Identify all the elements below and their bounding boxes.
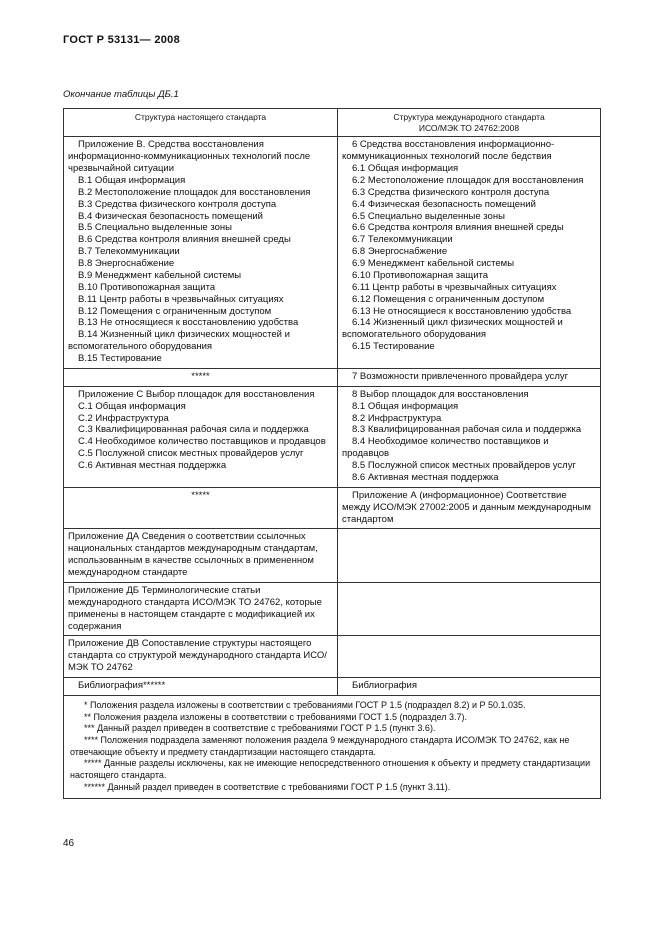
footnote: ***** Данные разделы исключены, как не имеющие непосредственного отношения к объекту и предмету стандартизации настоящего стандарта. xyxy=(70,758,591,780)
cell-paragraph: В.3 Средства физического контроля доступа xyxy=(78,198,277,210)
cell-paragraph: 8.6 Активная местная поддержка xyxy=(352,471,499,483)
cell-paragraph: С.3 Квалифицированная рабочая сила и поддержка xyxy=(78,424,309,436)
table-cell-left xyxy=(64,529,338,583)
table-cell-right xyxy=(338,487,601,529)
table-cell-right xyxy=(338,368,601,386)
footnote: **** Положения подраздела заменяют положения раздела 9 международного стандарта ИСО/МЭК ТО 24762, как не отвечающие объекту и предмету стандартизации настоящего стандарта. xyxy=(70,734,570,757)
doc-number: ГОСТ Р 53131— 2008 xyxy=(63,34,181,46)
cell-paragraph: 8.1 Общая информация xyxy=(352,400,459,412)
footnote: ** Положения раздела изложены в соответствии с требованиями ГОСТ 1.5 (подраздел 3.7). xyxy=(84,711,467,722)
document-page xyxy=(63,34,600,799)
cell-paragraph: Приложение А (информационное) Соответствие между ИСО/МЭК 27002:2005 и данным международным стандартом xyxy=(342,489,591,525)
table-cell-right xyxy=(338,529,601,583)
cell-paragraph: 8.2 Инфраструктура xyxy=(352,412,442,424)
table-cell-left xyxy=(64,368,338,386)
cell-paragraph: В.10 Противопожарная защита xyxy=(78,281,216,293)
table-cell-left xyxy=(64,636,338,678)
cell-paragraph: 6.5 Специально выделенные зоны xyxy=(352,210,505,222)
cell-paragraph: 6.4 Физическая безопасность помещений xyxy=(352,198,536,210)
column-header-international-line2: ИСО/МЭК ТО 24762:2008 xyxy=(418,122,520,133)
table-cell-right xyxy=(338,386,601,487)
table-cell-right xyxy=(338,678,601,696)
cell-paragraph: 6.14 Жизненный цикл физических мощностей и вспомогательного оборудования xyxy=(342,317,563,341)
cell-paragraph: 6 Средства восстановления информационно-коммуникационных технологий после бедствия xyxy=(342,139,555,163)
comparison-table xyxy=(63,108,601,799)
table-row xyxy=(64,636,601,678)
cell-paragraph: С.4 Необходимое количество поставщиков и продавцов xyxy=(78,436,326,448)
cell-paragraph: 6.2 Местоположение площадок для восстановления xyxy=(352,174,584,186)
cell-paragraph: Приложение В. Средства восстановления информационно-коммуникационных технологий после чрезвычайной ситуации xyxy=(68,139,311,174)
cell-paragraph: В.2 Местоположение площадок для восстановления xyxy=(78,186,311,198)
footnote: ****** Данный раздел приведен в соответствие с требованиями ГОСТ Р 1.5 (пункт 3.11). xyxy=(84,781,451,792)
cell-paragraph: 8.5 Послужной список местных провайдеров услуг xyxy=(352,460,576,471)
cell-paragraph: 6.1 Общая информация xyxy=(352,163,459,174)
footnote: *** Данный раздел приведен в соответствие с требованиями ГОСТ Р 1.5 (пункт 3.6). xyxy=(84,723,436,734)
table-row xyxy=(64,678,601,696)
cell-paragraph: 6.11 Центр работы в чрезвычайных ситуациях xyxy=(352,281,557,293)
header-row xyxy=(64,109,601,137)
table-row xyxy=(64,386,601,487)
cell-paragraph: В.7 Телекоммуникации xyxy=(78,246,180,258)
cell-paragraph: 8.4 Необходимое количество поставщиков и продавцов xyxy=(342,436,549,460)
cell-paragraph: В.15 Тестирование xyxy=(78,353,162,364)
cell-paragraph: 7 Возможности привлеченного провайдера услуг xyxy=(352,370,569,382)
table-cell-left xyxy=(64,386,338,487)
table-cell-left xyxy=(64,582,338,636)
cell-paragraph: В.1 Общая информация xyxy=(78,174,186,186)
cell-paragraph: В.14 Жизненный цикл физических мощностей и вспомогательного оборудования xyxy=(68,329,290,353)
cell-paragraph: В.5 Специально выделенные зоны xyxy=(78,222,232,234)
cell-paragraph: С.2 Инфраструктура xyxy=(78,412,169,424)
cell-paragraph: С.5 Послужной список местных провайдеров услуг xyxy=(78,448,304,460)
table-cell-left xyxy=(64,678,338,696)
cell-paragraph: 6.15 Тестирование xyxy=(352,341,435,353)
cell-paragraph: В.12 Помещения с ограниченным доступом xyxy=(78,305,272,317)
cell-paragraph: 6.7 Телекоммуникации xyxy=(352,234,453,246)
column-header-international-line1: Структура международного стандарта xyxy=(393,112,545,122)
table-cell-right xyxy=(338,137,601,369)
table-caption: Окончание таблицы ДБ.1 xyxy=(63,89,179,100)
cell-paragraph: В.9 Менеджмент кабельной системы xyxy=(78,269,242,281)
cell-paragraph: В.11 Центр работы в чрезвычайных ситуациях xyxy=(78,293,284,305)
table-body xyxy=(64,137,601,799)
table-cell-left xyxy=(64,487,338,529)
cell-paragraph: Приложение ДБ Терминологические статьи международного стандарта ИСО/МЭК ТО 24762, которые применены в настоящем стандарте с модификацией их содержания xyxy=(68,584,322,632)
table-cell-left xyxy=(64,137,338,369)
cell-paragraph: 6.12 Помещения с ограниченным доступом xyxy=(352,293,545,305)
cell-paragraph: 6.6 Средства контроля влияния внешней среды xyxy=(352,222,564,234)
cell-paragraph: В.6 Средства контроля влияния внешней среды xyxy=(78,234,291,246)
cell-paragraph: Приложение С Выбор площадок для восстановления xyxy=(78,388,315,400)
table-cell-right xyxy=(338,582,601,636)
cell-paragraph: Приложение ДА Сведения о соответствии ссылочных национальных стандартов международным стандартам, использованным в качестве ссылочных в примененном международном стандарте xyxy=(68,531,318,578)
cell-paragraph: Приложение ДВ Сопоставление структуры настоящего стандарта со структурой международного стандарта ИСО/МЭК ТО 24762 xyxy=(68,638,327,674)
cell-paragraph: С.6 Активная местная поддержка xyxy=(78,460,227,471)
table-row xyxy=(64,529,601,583)
column-header-national-label: Структура настоящего стандарта xyxy=(134,112,267,122)
cell-paragraph: 6.9 Менеджмент кабельной системы xyxy=(352,258,515,269)
cell-paragraph: 6.8 Энергоснабжение xyxy=(352,246,448,258)
table-row xyxy=(64,368,601,386)
column-header-international xyxy=(338,109,601,137)
cell-paragraph: Библиография xyxy=(352,680,417,691)
cell-paragraph: Библиография****** xyxy=(78,680,166,691)
cell-paragraph: ***** xyxy=(191,370,210,382)
footnotes-cell xyxy=(64,695,601,799)
cell-paragraph: 6.13 Не относящиеся к восстановлению удобства xyxy=(352,305,572,317)
cell-paragraph: В.13 Не относящиеся к восстановлению удобства xyxy=(78,317,299,329)
cell-paragraph: В.4 Физическая безопасность помещений xyxy=(78,210,263,222)
cell-paragraph: 6.10 Противопожарная защита xyxy=(352,269,489,281)
table-head xyxy=(64,109,601,137)
cell-paragraph: 6.3 Средства физического контроля доступа xyxy=(352,186,550,198)
table-row xyxy=(64,582,601,636)
page-number: 46 xyxy=(63,838,75,849)
footnote: * Положения раздела изложены в соответствии с требованиями ГОСТ Р 1.5 (подраздел 8.2) и Р 50.1.035. xyxy=(84,699,526,710)
column-header-national xyxy=(64,109,338,137)
footnotes-row xyxy=(64,695,601,799)
table-row xyxy=(64,487,601,529)
cell-paragraph: В.8 Энергоснабжение xyxy=(78,258,175,269)
cell-paragraph: 8.3 Квалифицированная рабочая сила и поддержка xyxy=(352,424,582,436)
cell-paragraph: С.1 Общая информация xyxy=(78,400,186,412)
table-row xyxy=(64,137,601,369)
cell-paragraph: 8 Выбор площадок для восстановления xyxy=(352,388,529,400)
table-cell-right xyxy=(338,636,601,678)
cell-paragraph: ***** xyxy=(191,489,210,501)
